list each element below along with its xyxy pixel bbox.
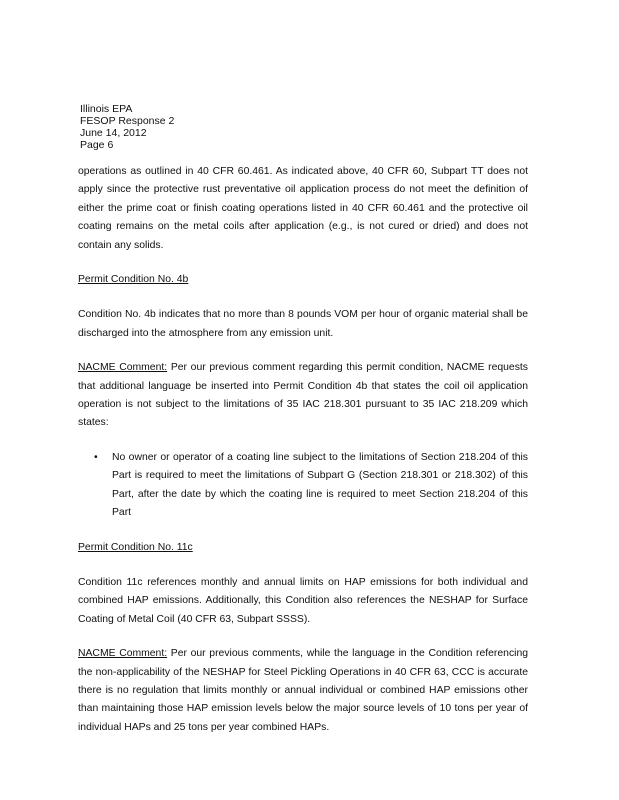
paragraph-condition-4b: Condition No. 4b indicates that no more than 8 pounds VOM per hour of organic material shall be discharged into the atmosphere from any emission unit.: [78, 309, 528, 339]
document-body: [78, 163, 528, 753]
comment-label: NACME Comment:: [78, 648, 168, 660]
header-page-number: Page 6: [80, 139, 114, 151]
bullet-text: No owner or operator of a coating line subject to the limitations of Section 218.204 of this Part is required to meet the limitations of Subpart G (Section 218.301 or 218.302) of this Part, after the date by which the coating line is required to meet Section 218.204 of this Part: [112, 451, 528, 519]
header-document: FESOP Response 2: [80, 115, 175, 127]
comment-condition-11c: [78, 645, 528, 737]
paragraph-subpart-tt: operations as outlined in 40 CFR 60.461. As indicated above, 40 CFR 60, Subpart TT does not apply since the protective rust preventative oil application process do not meet the definition of either the prime coat or finish coating operations listed in 40 CFR 60.461 and the protective oil coating remains on the metal coils after application (e.g., is not cured or dried) and does not contain any solids.: [78, 166, 528, 251]
heading-condition-4b: Permit Condition No. 4b: [78, 274, 189, 286]
comment-label: NACME Comment:: [78, 362, 168, 374]
header-date: June 14, 2012: [80, 127, 147, 139]
letter-header: [80, 103, 174, 151]
bullet-icon: •: [94, 451, 98, 463]
header-agency: Illinois EPA: [80, 103, 133, 115]
comment-condition-4b: [78, 359, 528, 433]
quoted-regulation-bullet: [78, 449, 528, 523]
heading-condition-11c: Permit Condition No. 11c: [78, 541, 193, 553]
paragraph-condition-11c: Condition 11c references monthly and annual limits on HAP emissions for both individual and combined HAP emissions. Additionally, this Condition also references the NESHAP for Surface Coating of Metal Coil (40 CFR 63, Subpart SSSS).: [78, 576, 528, 625]
comment-text: Per our previous comments, while the language in the Condition referencing the non-applicability of the NESHAP for Steel Pickling Operations in 40 CFR 63, CCC is accurate there is no regulation that limits monthly or annual individual or combined HAP emissions other than maintaining those HAP emission levels below the major source levels of 10 tons per year of individual HAPs and 25 tons per year combined HAPs.: [78, 648, 529, 733]
comment-text: Per our previous comment regarding this permit condition, NACME requests that additional language be inserted into Permit Condition 4b that states the coil oil application operation is not subject to the limitations of 35 IAC 218.301 pursuant to 35 IAC 218.209 which states:: [78, 362, 528, 429]
